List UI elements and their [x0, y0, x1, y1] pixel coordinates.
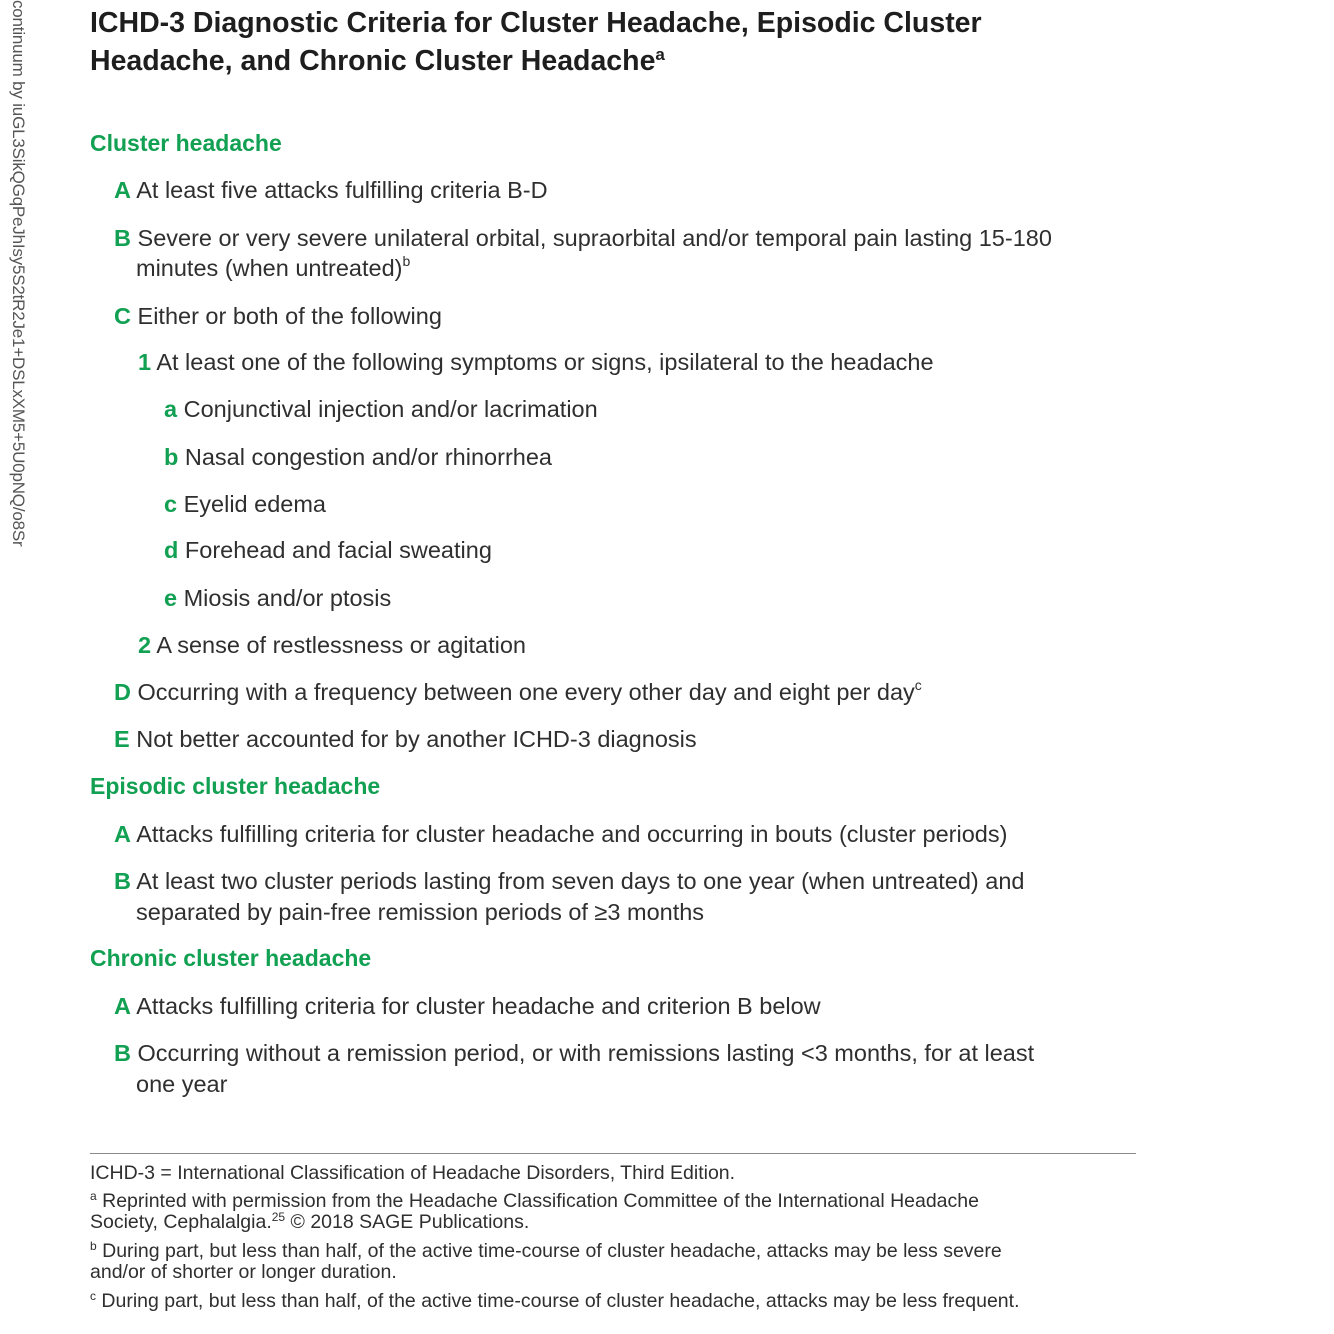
criterion-label: d	[164, 537, 179, 563]
criterion-text: At least two cluster periods lasting from seven days to one year (when untreated) and	[136, 868, 1025, 894]
criterion-c-1-e	[164, 583, 391, 614]
footnote-text: Reprinted with permission from the Headache Classification Committee of the International Headache	[102, 1190, 979, 1212]
criterion-label: 1	[138, 349, 152, 375]
criterion-label: A	[114, 177, 131, 203]
criterion-text: At least five attacks fulfilling criteria B-D	[136, 177, 548, 203]
criterion-text: Occurring with a frequency between one every other day and eight per day	[137, 679, 915, 705]
footnote-text: and/or of shorter or longer duration.	[90, 1261, 397, 1283]
criterion-text: Attacks fulfilling criteria for cluster headache and criterion B below	[136, 993, 821, 1019]
criterion-c	[114, 301, 442, 332]
criterion-text: Either or both of the following	[137, 303, 442, 329]
footnote-divider	[90, 1153, 1136, 1154]
episodic-criterion-a	[114, 819, 1007, 850]
criterion-c-1-a	[164, 394, 598, 425]
criterion-label: e	[164, 585, 178, 611]
title-line-1: ICHD-3 Diagnostic Criteria for Cluster Headache, Episodic Cluster	[90, 7, 982, 39]
criterion-label: B	[114, 225, 131, 251]
criterion-c-2	[138, 630, 526, 661]
criterion-text: Not better accounted for by another ICHD-3 diagnosis	[136, 726, 697, 752]
title-footnote-mark: a	[655, 45, 665, 64]
criterion-e	[114, 724, 697, 755]
criterion-label: a	[164, 396, 178, 422]
criterion-text: At least one of the following symptoms or signs, ipsilateral to the headache	[156, 349, 934, 375]
criterion-c-1-d	[164, 535, 492, 566]
criterion-c-1-c	[164, 489, 326, 520]
criterion-label: E	[114, 726, 130, 752]
chronic-criterion-b	[114, 1038, 1034, 1069]
criterion-text: Conjunctival injection and/or lacrimation	[183, 396, 598, 422]
footnote-c	[90, 1291, 1140, 1312]
footnote-b	[90, 1241, 1140, 1283]
episodic-criterion-b-continuation: separated by pain-free remission periods of ≥3 months	[136, 899, 705, 925]
criterion-text: Miosis and/or ptosis	[183, 585, 392, 611]
footnote-mark: c	[90, 1289, 96, 1303]
criterion-text: Forehead and facial sweating	[184, 537, 492, 563]
footnote-text: © 2018 SAGE Publications.	[285, 1211, 530, 1233]
criterion-b	[114, 223, 1052, 254]
reference-number: 25	[271, 1210, 286, 1224]
footnote-text: During part, but less than half, of the active time-course of cluster headache, attacks may be less frequent.	[101, 1290, 1020, 1312]
footnote-mark: b	[402, 253, 411, 269]
episodic-criterion-b	[114, 866, 1024, 897]
criterion-c-1-b	[164, 442, 552, 473]
criterion-label: c	[164, 491, 178, 517]
footnote-mark: c	[914, 677, 922, 693]
criterion-label: D	[114, 679, 131, 705]
criterion-label: C	[114, 303, 131, 329]
criterion-text: Nasal congestion and/or rhinorrhea	[184, 444, 552, 470]
criterion-c-1	[138, 347, 934, 378]
section-heading-episodic: Episodic cluster headache	[90, 773, 381, 799]
criterion-text: Attacks fulfilling criteria for cluster headache and occurring in bouts (cluster periods)	[136, 821, 1008, 847]
criterion-label: b	[164, 444, 179, 470]
criterion-label: B	[114, 868, 131, 894]
criterion-label: A	[114, 993, 131, 1019]
criterion-label: 2	[138, 632, 152, 658]
criterion-text: Occurring without a remission period, or with remissions lasting <3 months, for at least	[137, 1040, 1035, 1066]
footnote-text: Society, Cephalalgia.	[90, 1211, 272, 1233]
footnote-mark: b	[90, 1239, 97, 1253]
chronic-criterion-a	[114, 991, 821, 1022]
criterion-a	[114, 175, 548, 206]
section-heading-cluster: Cluster headache	[90, 130, 282, 156]
footnote-text: During part, but less than half, of the active time-course of cluster headache, attacks may be less severe	[102, 1240, 1002, 1262]
section-heading-chronic: Chronic cluster headache	[90, 945, 372, 971]
page-title	[90, 4, 1110, 80]
chronic-criterion-b-continuation: one year	[136, 1071, 228, 1097]
criterion-text: Severe or very severe unilateral orbital, supraorbital and/or temporal pain lasting 15-180	[137, 225, 1052, 251]
criterion-b-continuation	[136, 253, 410, 284]
criterion-text: minutes (when untreated)	[136, 255, 403, 281]
footnote-abbreviation: ICHD-3 = International Classification of Headache Disorders, Third Edition.	[90, 1162, 736, 1184]
criterion-text: A sense of restlessness or agitation	[156, 632, 526, 658]
footnote-a	[90, 1191, 1140, 1233]
side-watermark: continuum by iuGL3SikQGqPeJhIsy5S2tR2Je1+DSLxXM5+5U0pNQ/o8Sr	[9, 0, 28, 547]
criterion-label: B	[114, 1040, 131, 1066]
criterion-d	[114, 677, 922, 708]
criterion-label: A	[114, 821, 131, 847]
title-line-2: Headache, and Chronic Cluster Headache	[90, 45, 656, 77]
footnote-mark: a	[90, 1189, 97, 1203]
criterion-text: Eyelid edema	[183, 491, 326, 517]
